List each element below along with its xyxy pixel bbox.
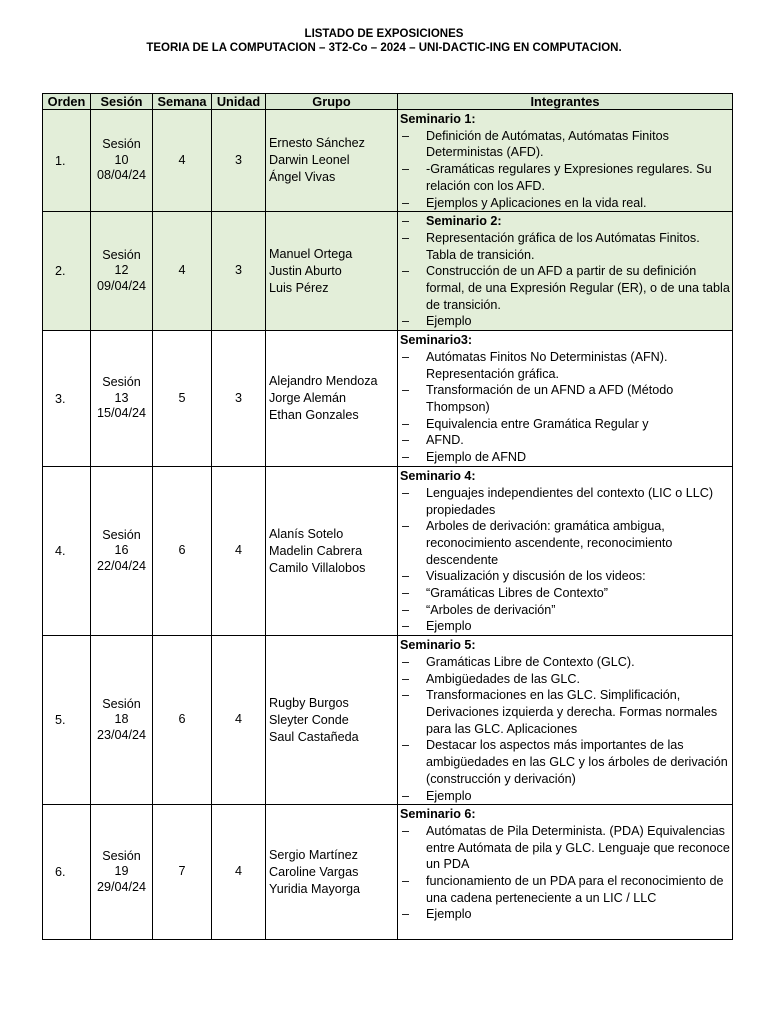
group-member: Camilo Villalobos — [269, 560, 366, 575]
topic-item — [400, 161, 730, 194]
header-orden: Orden — [43, 94, 91, 110]
dash-bullet: – — [402, 654, 410, 669]
unidad-value: 3 — [234, 152, 242, 167]
topic-text: Transformaciones en las GLC. Simplificación, Derivaciones izquierda y derecha. Formas normales para las GLC. Aplicaciones — [426, 688, 718, 736]
semana-value: 4 — [178, 152, 186, 167]
table-row — [43, 467, 733, 636]
group-member: Ernesto Sánchez — [269, 136, 365, 151]
topic-text: Ejemplo — [426, 314, 472, 329]
sesion-line: Sesión — [102, 247, 141, 262]
dash-bullet: – — [402, 195, 410, 210]
topic-text: Autómatas de Pila Determinista. (PDA) Equivalencias entre Autómata de pila y GLC. Lenguaje que reconoce un PDA — [426, 823, 730, 872]
group-member: Manuel Ortega — [269, 246, 353, 261]
group-member: Jorge Alemán — [269, 391, 347, 406]
group-member: Alejandro Mendoza — [269, 374, 378, 389]
topic-item — [400, 313, 730, 330]
cell-integrantes — [398, 805, 733, 940]
group-member: Saul Castañeda — [269, 729, 359, 744]
document-title: LISTADO DE EXPOSICIONES — [304, 28, 464, 40]
unidad-value: 3 — [234, 263, 242, 278]
cell-grupo — [266, 331, 398, 467]
cell-orden — [43, 805, 91, 940]
topic-item — [400, 432, 730, 449]
unidad-value: 3 — [234, 390, 242, 405]
orden-value: 2. — [55, 264, 66, 279]
group-member: Alanís Sotelo — [269, 526, 344, 541]
topic-item — [400, 416, 730, 433]
topic-text: Seminario 2: — [426, 214, 502, 229]
table-row — [43, 636, 733, 805]
topic-item — [400, 873, 730, 906]
topic-text: -Gramáticas regulares y Expresiones regulares. Su relación con los AFD. — [426, 162, 712, 193]
group-member: Sleyter Conde — [269, 712, 349, 727]
sesion-line: 15/04/24 — [96, 406, 147, 421]
topic-text: Ejemplos y Aplicaciones en la vida real. — [426, 195, 647, 210]
sesion-line: 13 — [114, 390, 129, 405]
cell-semana — [153, 331, 212, 467]
topic-item — [400, 263, 730, 313]
header-integrantes: Integrantes — [398, 94, 733, 110]
sesion-line: 22/04/24 — [96, 558, 147, 573]
seminar-title: Seminario 4: — [400, 469, 476, 484]
cell-sesion — [91, 636, 153, 805]
dash-bullet: – — [402, 314, 410, 329]
topic-text: Autómatas Finitos No Deterministas (AFN). Representación gráfica. — [426, 349, 668, 381]
semana-value: 7 — [178, 864, 186, 879]
sesion-line: 29/04/24 — [96, 879, 147, 894]
topic-text: Ejemplo — [426, 907, 472, 922]
sesion-line: Sesión — [102, 375, 141, 390]
topic-item — [400, 449, 730, 466]
cell-sesion — [91, 805, 153, 940]
cell-unidad — [212, 636, 266, 805]
topic-text: Transformación de un AFND a AFD (Método Thompson) — [426, 383, 674, 414]
dash-bullet: – — [402, 162, 410, 177]
table-row — [43, 805, 733, 940]
group-member: Darwin Leonel — [269, 153, 350, 168]
group-member: Sergio Martínez — [269, 847, 358, 862]
topic-item — [400, 518, 730, 568]
cell-unidad — [212, 110, 266, 212]
header-row — [43, 94, 733, 110]
topic-item — [400, 788, 730, 805]
cell-orden — [43, 467, 91, 636]
topic-item — [400, 687, 730, 737]
topic-text: Lenguajes independientes del contexto (LIC o LLC) propiedades — [426, 485, 714, 517]
sesion-line: Sesión — [102, 137, 141, 152]
topic-item — [400, 671, 730, 688]
group-member: Madelin Cabrera — [269, 543, 363, 558]
group-member: Luis Pérez — [269, 280, 329, 295]
cell-orden — [43, 636, 91, 805]
sesion-line: 16 — [114, 543, 129, 558]
dash-bullet: – — [402, 214, 410, 229]
cell-integrantes — [398, 110, 733, 212]
cell-semana — [153, 636, 212, 805]
topic-item — [400, 823, 730, 873]
semana-value: 4 — [178, 263, 186, 278]
seminar-title: Seminario3: — [400, 333, 473, 348]
cell-unidad — [212, 212, 266, 331]
sesion-line: 12 — [114, 263, 129, 278]
cell-grupo — [266, 110, 398, 212]
header-unidad: Unidad — [212, 94, 266, 110]
table-row — [43, 110, 733, 212]
topic-text: Arboles de derivación: gramática ambigua, reconocimiento ascendente, reconocimiento descendente — [426, 519, 673, 567]
sesion-line: Sesión — [102, 696, 141, 711]
sesion-line: 09/04/24 — [96, 278, 147, 293]
cell-orden — [43, 110, 91, 212]
topic-item — [400, 128, 730, 161]
topic-text: AFND. — [426, 433, 464, 448]
topic-item — [400, 213, 730, 230]
topic-text: Representación gráfica de los Autómatas Finitos. Tabla de transición. — [426, 230, 700, 262]
cell-integrantes — [398, 636, 733, 805]
topic-item — [400, 906, 730, 923]
semana-value: 6 — [178, 543, 186, 558]
unidad-value: 4 — [234, 712, 242, 727]
dash-bullet: – — [402, 586, 410, 601]
cell-sesion — [91, 467, 153, 636]
sesion-line: 18 — [114, 712, 129, 727]
header-semana: Semana — [153, 94, 212, 110]
dash-bullet: – — [402, 416, 410, 431]
dash-bullet: – — [402, 569, 410, 584]
sesion-line: Sesión — [102, 848, 141, 863]
cell-integrantes — [398, 467, 733, 636]
cell-integrantes — [398, 212, 733, 331]
sesion-line: 08/04/24 — [96, 168, 147, 183]
cell-grupo — [266, 636, 398, 805]
unidad-value: 4 — [234, 543, 242, 558]
header-grupo: Grupo — [266, 94, 398, 110]
dash-bullet: – — [402, 874, 410, 889]
topic-text: Destacar los aspectos más importantes de las ambigüedades en las GLC y los árboles de derivación (construcción y derivación) — [426, 738, 728, 786]
topic-text: funcionamiento de un PDA para el reconocimiento de una cadena perteneciente a un LIC / LLC — [426, 874, 724, 905]
cell-semana — [153, 805, 212, 940]
cell-unidad — [212, 805, 266, 940]
cell-sesion — [91, 110, 153, 212]
sesion-line: Sesión — [102, 527, 141, 542]
group-member: Justin Aburto — [269, 263, 342, 278]
topic-item — [400, 568, 730, 585]
topic-text: Ejemplo — [426, 619, 472, 634]
table-row — [43, 331, 733, 467]
dash-bullet: – — [402, 450, 410, 465]
semana-value: 6 — [178, 712, 186, 727]
orden-value: 3. — [55, 391, 66, 406]
table-row — [43, 212, 733, 331]
topic-item — [400, 618, 730, 635]
sesion-line: 23/04/24 — [96, 727, 147, 742]
dash-bullet: – — [402, 383, 410, 398]
cell-grupo — [266, 805, 398, 940]
cell-unidad — [212, 331, 266, 467]
dash-bullet: – — [402, 349, 410, 364]
topic-text: Ejemplo de AFND — [426, 450, 527, 465]
cell-orden — [43, 331, 91, 467]
cell-semana — [153, 212, 212, 331]
expositions-table — [42, 93, 733, 940]
topic-text: “Gramáticas Libres de Contexto” — [426, 586, 608, 601]
topic-text: Gramáticas Libre de Contexto (GLC). — [426, 654, 635, 669]
topic-item — [400, 737, 730, 787]
dash-bullet: – — [402, 128, 410, 143]
topic-text: Visualización y discusión de los videos: — [426, 569, 646, 584]
dash-bullet: – — [402, 738, 410, 753]
cell-sesion — [91, 212, 153, 331]
dash-bullet: – — [402, 688, 410, 703]
dash-bullet: – — [402, 671, 410, 686]
dash-bullet: – — [402, 788, 410, 803]
topic-text: Construcción de un AFD a partir de su definición formal, de una Expresión Regular (ER), o de una tabla de transición. — [426, 264, 730, 312]
orden-value: 5. — [55, 713, 66, 728]
cell-semana — [153, 467, 212, 636]
group-member: Caroline Vargas — [269, 864, 359, 879]
topic-text: Equivalencia entre Gramática Regular y — [426, 416, 649, 431]
seminar-title: Seminario 5: — [400, 638, 476, 653]
semana-value: 5 — [178, 390, 186, 405]
dash-bullet: – — [402, 264, 410, 279]
topic-item — [400, 349, 730, 382]
dash-bullet: – — [402, 619, 410, 634]
orden-value: 4. — [55, 544, 66, 559]
cell-sesion — [91, 331, 153, 467]
cell-unidad — [212, 467, 266, 636]
orden-value: 1. — [55, 153, 66, 168]
sesion-line: 10 — [114, 152, 129, 167]
unidad-value: 4 — [234, 864, 242, 879]
header-sesion: Sesión — [91, 94, 153, 110]
orden-value: 6. — [55, 865, 66, 880]
topic-item — [400, 585, 730, 602]
topic-text: Ambigüedades de las GLC. — [426, 671, 581, 686]
seminar-title: Seminario 6: — [400, 807, 476, 822]
topic-item — [400, 230, 730, 263]
topic-item — [400, 485, 730, 518]
group-member: Rugby Burgos — [269, 695, 349, 710]
dash-bullet: – — [402, 485, 410, 500]
group-member: Ángel Vivas — [269, 170, 336, 185]
sesion-line: 19 — [114, 864, 129, 879]
group-member: Ethan Gonzales — [269, 408, 359, 423]
dash-bullet: – — [402, 230, 410, 245]
cell-orden — [43, 212, 91, 331]
dash-bullet: – — [402, 823, 410, 838]
topic-text: “Arboles de derivación” — [426, 602, 556, 617]
topic-item — [400, 654, 730, 671]
topic-item — [400, 382, 730, 415]
dash-bullet: – — [402, 602, 410, 617]
cell-semana — [153, 110, 212, 212]
topic-item — [400, 602, 730, 619]
seminar-title: Seminario 1: — [400, 112, 476, 126]
cell-integrantes — [398, 331, 733, 467]
group-member: Yuridia Mayorga — [269, 881, 361, 896]
dash-bullet: – — [402, 519, 410, 534]
dash-bullet: – — [402, 433, 410, 448]
dash-bullet: – — [402, 907, 410, 922]
topic-text: Ejemplo — [426, 788, 472, 803]
topic-item — [400, 195, 730, 212]
cell-grupo — [266, 467, 398, 636]
topic-text: Definición de Autómatas, Autómatas Finitos Deterministas (AFD). — [426, 128, 669, 160]
cell-grupo — [266, 212, 398, 331]
document-subtitle: TEORIA DE LA COMPUTACION – 3T2-Co – 2024 – UNI-DACTIC-ING EN COMPUTACION. — [146, 42, 622, 54]
